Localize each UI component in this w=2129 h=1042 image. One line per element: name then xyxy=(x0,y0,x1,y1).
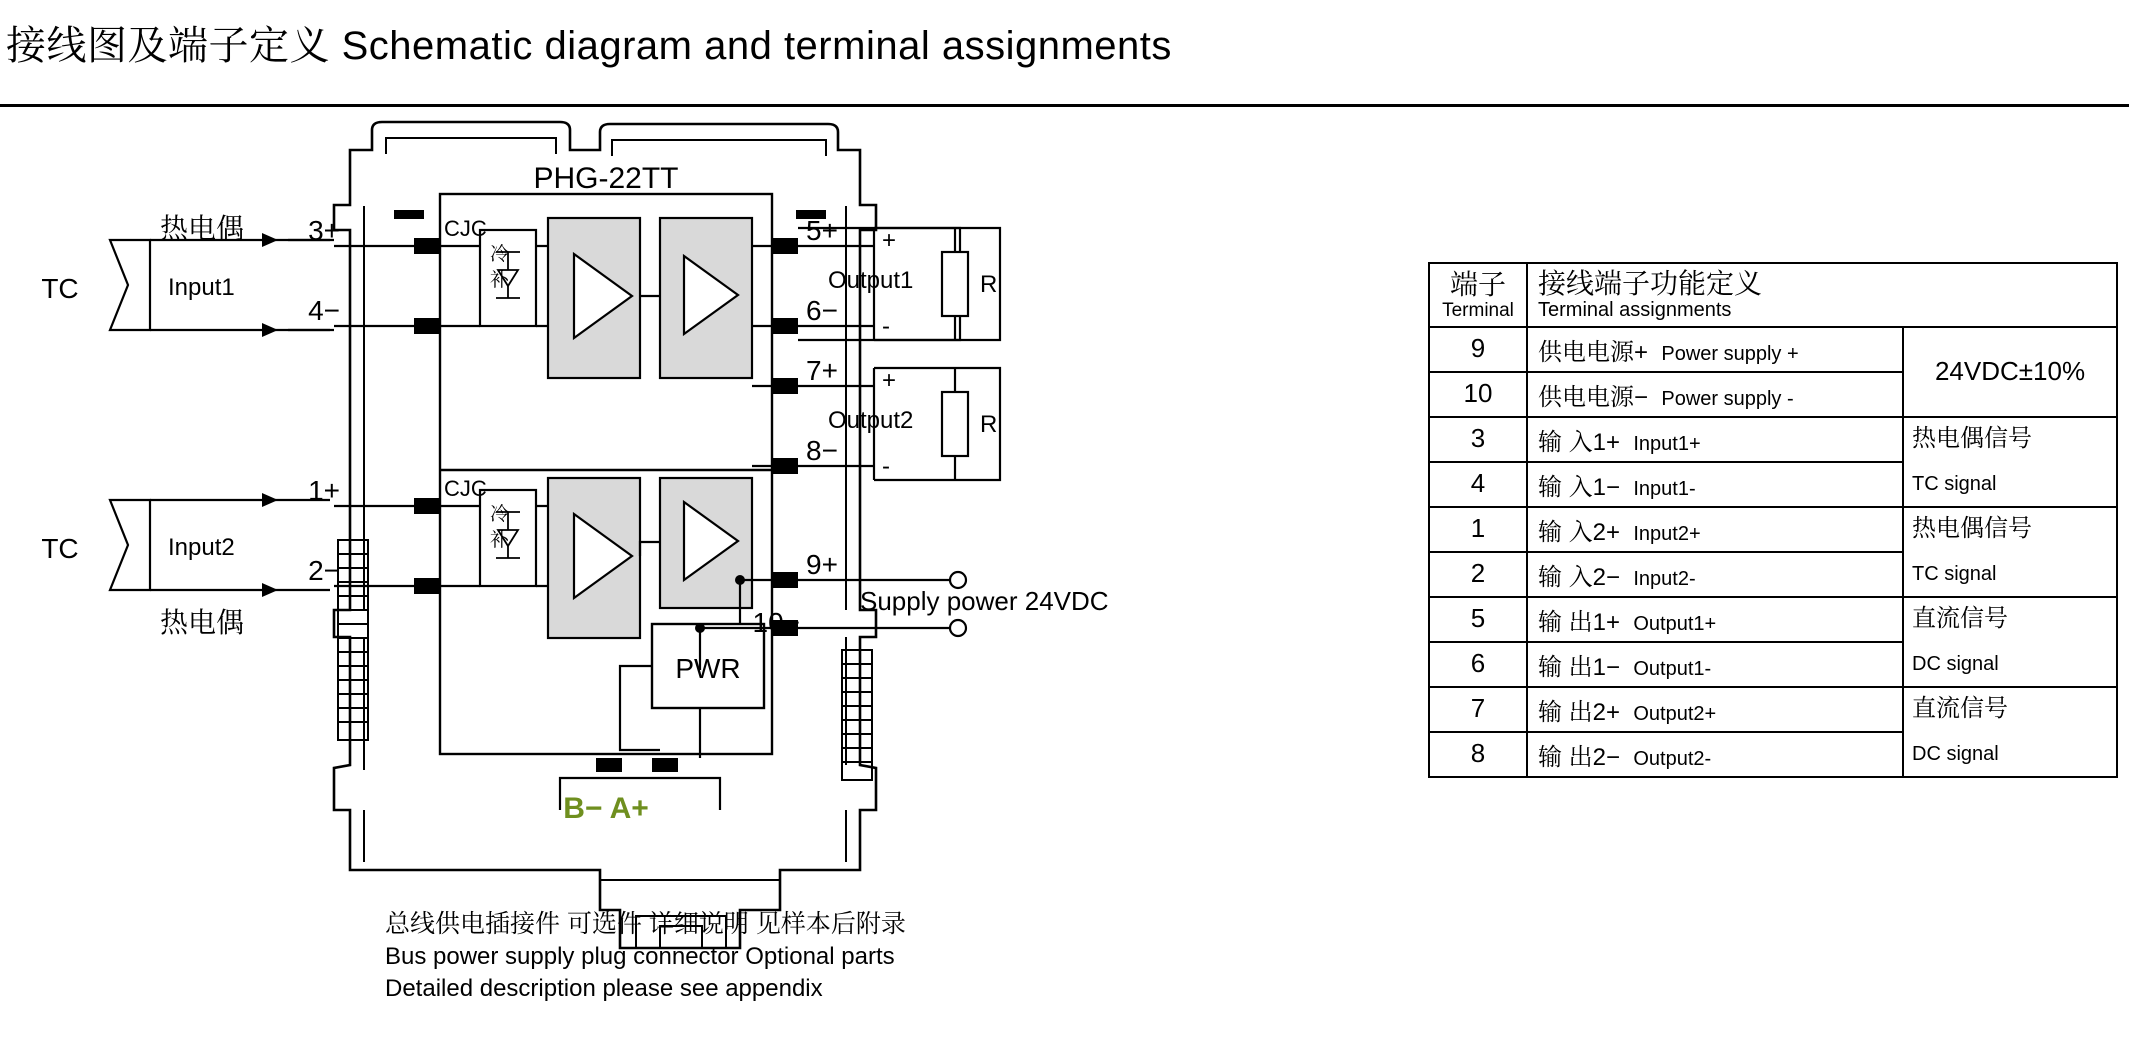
row-desc-cn: 输 入2− xyxy=(1538,563,1621,591)
cjc2-cn-line1: 冷 xyxy=(490,504,510,525)
row-desc-cn: 供电电源− xyxy=(1538,383,1649,411)
signal-cn: 热电偶信号 xyxy=(1912,515,2032,543)
caption-line-2: Bus power supply plug connector Optional parts xyxy=(385,943,895,970)
output2-label: Output2 xyxy=(828,407,914,434)
row-desc-10 xyxy=(1527,372,1903,417)
page-title: 接线图及端子定义 Schematic diagram and terminal assignments xyxy=(6,24,1172,68)
cjc1-cn-line1: 冷 xyxy=(490,244,510,265)
row-terminal-6: 6 xyxy=(1429,642,1527,687)
row-desc-en: Output1- xyxy=(1633,657,1712,680)
output1-load-label: R xyxy=(980,271,998,298)
table-header-row xyxy=(1429,263,2117,327)
input2-name-label: Input2 xyxy=(168,534,235,561)
row-desc-cn: 输 入1+ xyxy=(1538,428,1621,456)
terminal-5-label: 5+ xyxy=(806,215,838,246)
signal-cn: 直流信号 xyxy=(1912,695,2008,723)
row-terminal-9: 9 xyxy=(1429,327,1527,372)
signal-type-tc-2-en xyxy=(1903,552,2117,597)
row-desc-cn: 输 出2+ xyxy=(1538,698,1621,726)
diagram-caption xyxy=(385,908,906,1004)
row-desc-5 xyxy=(1527,597,1903,642)
terminal-6-label: 6− xyxy=(806,295,838,326)
signal-type-dc-2-en xyxy=(1903,732,2117,777)
terminal-9-label: 9+ xyxy=(806,549,838,580)
signal-type-dc-2 xyxy=(1903,687,2117,732)
signal-type-dc-1-en xyxy=(1903,642,2117,687)
terminal-10-label: 10− xyxy=(752,607,800,638)
terminal-7-label: 7+ xyxy=(806,355,838,386)
header-terminal-en: Terminal xyxy=(1442,299,1514,321)
signal-type-tc-1-en xyxy=(1903,462,2117,507)
output1-plus-label: + xyxy=(882,227,897,254)
row-desc-9 xyxy=(1527,327,1903,372)
input1-cn-label: 热电偶 xyxy=(160,213,245,244)
row-desc-3 xyxy=(1527,417,1903,462)
row-desc-cn: 输 出1+ xyxy=(1538,608,1621,636)
pwr-block-label: PWR xyxy=(675,653,741,684)
terminal-4-label: 4− xyxy=(308,295,340,326)
cjc1-cn-line2: 补 xyxy=(490,270,510,291)
row-terminal-10: 10 xyxy=(1429,372,1527,417)
row-terminal-2: 2 xyxy=(1429,552,1527,597)
caption-line-3: Detailed description please see appendix xyxy=(385,974,823,1002)
row-terminal-8: 8 xyxy=(1429,732,1527,777)
signal-cn: 热电偶信号 xyxy=(1912,425,2032,453)
output2-minus-label: - xyxy=(882,453,890,480)
power-supply-spec: 24VDC±10% xyxy=(1903,327,2117,417)
row-desc-2 xyxy=(1527,552,1903,597)
row-desc-cn: 输 入2+ xyxy=(1538,518,1621,546)
row-desc-1 xyxy=(1527,507,1903,552)
row-desc-en: Power supply + xyxy=(1661,342,1799,365)
row-desc-cn: 供电电源+ xyxy=(1538,338,1649,366)
header-assignments-cell xyxy=(1527,263,2117,327)
row-desc-en: Output2+ xyxy=(1633,702,1717,725)
caption-line-1: 总线供电插接件 可选件 详细说明 见样本后附录 xyxy=(385,910,906,938)
supply-power-note: Supply power 24VDC xyxy=(860,586,1109,616)
header-assign-en: Terminal assignments xyxy=(1538,299,1732,322)
title-divider xyxy=(0,104,2129,107)
table-row xyxy=(1429,327,2117,372)
row-desc-cn: 输 出1− xyxy=(1538,653,1621,681)
table-row xyxy=(1429,642,2117,687)
terminal-assignment-table xyxy=(1428,262,2118,778)
input2-tc-label: TC xyxy=(41,533,79,564)
table-row xyxy=(1429,552,2117,597)
table-row xyxy=(1429,462,2117,507)
cjc2-label: CJC xyxy=(444,476,487,501)
output1-minus-label: - xyxy=(882,313,890,340)
bus-connector-label: B− A+ xyxy=(563,792,649,825)
terminal-2-label: 2− xyxy=(308,555,340,586)
signal-en: TC signal xyxy=(1912,562,1997,585)
row-desc-7 xyxy=(1527,687,1903,732)
row-terminal-7: 7 xyxy=(1429,687,1527,732)
schematic-diagram xyxy=(0,110,1400,1040)
terminal-3-label: 3+ xyxy=(308,215,340,246)
row-desc-4 xyxy=(1527,462,1903,507)
signal-cn: 直流信号 xyxy=(1912,605,2008,633)
row-desc-en: Input1+ xyxy=(1633,432,1701,455)
input1-name-label: Input1 xyxy=(168,274,235,301)
signal-type-tc-2 xyxy=(1903,507,2117,552)
row-desc-en: Power supply - xyxy=(1661,387,1794,410)
input1-tc-label: TC xyxy=(41,273,79,304)
cjc1-label: CJC xyxy=(444,216,487,241)
row-terminal-4: 4 xyxy=(1429,462,1527,507)
signal-type-tc-1 xyxy=(1903,417,2117,462)
row-desc-en: Input2+ xyxy=(1633,522,1701,545)
output2-plus-label: + xyxy=(882,367,897,394)
row-desc-8 xyxy=(1527,732,1903,777)
input2-cn-label: 热电偶 xyxy=(160,607,245,638)
table-row xyxy=(1429,597,2117,642)
row-desc-en: Input1- xyxy=(1633,477,1696,500)
table-row xyxy=(1429,417,2117,462)
table-row xyxy=(1429,687,2117,732)
row-terminal-5: 5 xyxy=(1429,597,1527,642)
row-terminal-3: 3 xyxy=(1429,417,1527,462)
row-desc-cn: 输 出2− xyxy=(1538,743,1621,771)
row-desc-en: Input2- xyxy=(1633,567,1696,590)
row-desc-6 xyxy=(1527,642,1903,687)
output2-load-label: R xyxy=(980,411,998,438)
header-terminal-cn: 端子 xyxy=(1449,268,1506,300)
cjc2-cn-line2: 补 xyxy=(490,530,510,551)
row-desc-en: Output1+ xyxy=(1633,612,1717,635)
table-row xyxy=(1429,732,2117,777)
signal-en: DC signal xyxy=(1912,742,1999,765)
header-terminal-cell xyxy=(1429,263,1527,327)
signal-en: TC signal xyxy=(1912,472,1997,495)
signal-en: DC signal xyxy=(1912,652,1999,675)
row-terminal-1: 1 xyxy=(1429,507,1527,552)
row-desc-en: Output2- xyxy=(1633,747,1712,770)
signal-type-dc-1 xyxy=(1903,597,2117,642)
output1-label: Output1 xyxy=(828,267,914,294)
terminal-1-label: 1+ xyxy=(308,475,340,506)
table-row xyxy=(1429,507,2117,552)
header-assign-cn: 接线端子功能定义 xyxy=(1538,268,1763,299)
module-model-label: PHG-22TT xyxy=(533,162,679,195)
row-desc-cn: 输 入1− xyxy=(1538,473,1621,501)
terminal-8-label: 8− xyxy=(806,435,838,466)
